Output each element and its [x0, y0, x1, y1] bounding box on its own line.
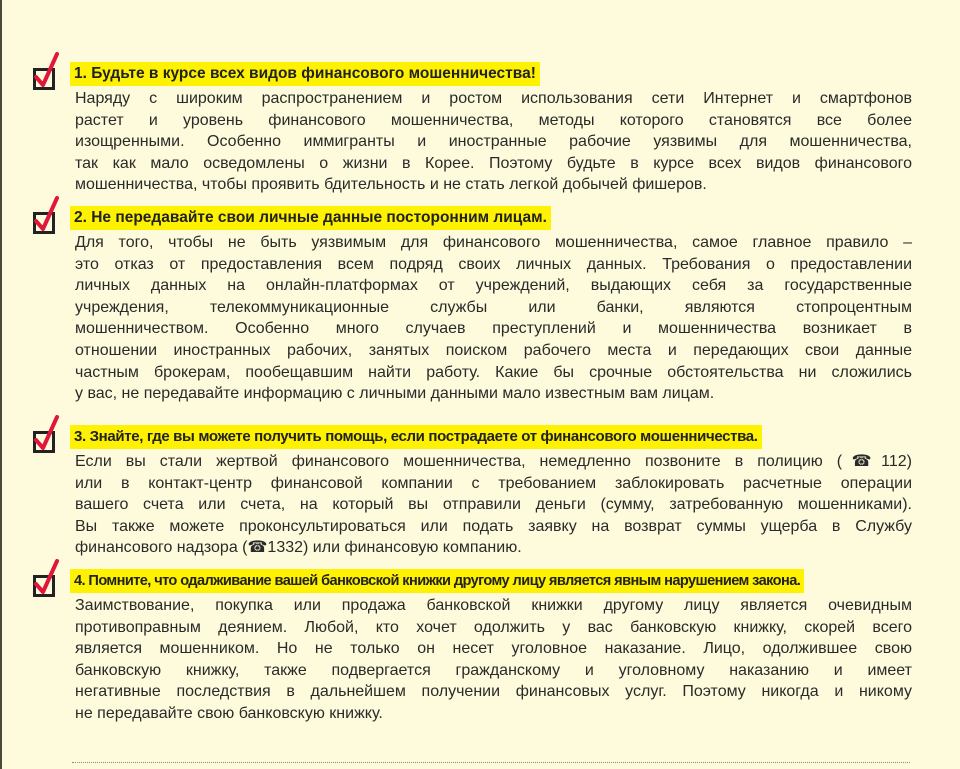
section-text — [75, 451, 912, 559]
text-line: частным брокерам, пообещавшим найти работу. Какие бы срочные обстоятельства ни сложились — [75, 363, 912, 381]
checkbox-checked-icon — [33, 212, 55, 234]
text-line: изощренными. Особенно иммигранты и иностранные рабочие уязвимы для мошенничества, — [75, 133, 912, 151]
checkbox-checked-icon — [33, 575, 55, 597]
text-line: мошенничества, чтобы проявить бдительность и не стать легкой добычей фишеров. — [75, 176, 707, 194]
dotted-divider — [72, 762, 910, 763]
text-line: у вас, не передавайте информацию с личными данными мало известным вам лицам. — [75, 385, 715, 403]
text-line: Наряду с широким распространением и ростом использования сети Интернет и смартфонов — [75, 90, 912, 107]
checkbox-checked-icon — [33, 431, 55, 453]
section-text — [75, 88, 912, 196]
text-line: банковскую книжку, также подвергается гражданскому и уголовному наказанию и имеет — [75, 661, 912, 679]
text-line: противоправным деянием. Любой, кто хочет одолжить у вас банковскую книжку, скорей всего — [75, 618, 912, 636]
text-line: мошенничеством. Особенно много случаев преступлений и мошенничества возникает в — [75, 320, 912, 338]
text-line: финансового надзора (☎1332) или финансовую компанию. — [75, 539, 522, 557]
text-line: или в контакт-центр финансовой компании с требованием заблокировать расчетные операции — [75, 474, 912, 492]
text-line: личных данных на онлайн-платформах от учреждений, выдающих себя за государственные — [75, 277, 912, 295]
text-line: отношении иностранных рабочих, занятых поиском рабочего места и передающих свои данные — [75, 341, 912, 359]
text-line: Вы также можете проконсультироваться или подать заявку на возврат суммы ущерба в Службу — [75, 517, 912, 535]
left-border — [0, 0, 2, 769]
text-line: вашего счета или счета, на который вы отправили деньги (сумму, затребованную мошенниками). — [75, 496, 912, 514]
text-line: негативные последствия в дальнейшем получении финансовых услуг. Поэтому никогда и никому — [75, 683, 912, 701]
section-heading: 3. Знайте, где вы можете получить помощь, если пострадаете от финансового мошенничества. — [70, 425, 762, 449]
text-line: не передавайте свою банковскую книжку. — [75, 704, 383, 722]
section-text — [75, 232, 912, 405]
text-line: Если вы стали жертвой финансового мошенничества, немедленно позвоните в полицию (☎112) — [75, 453, 912, 470]
section-text — [75, 595, 912, 725]
text-line: является мошенником. Но не только он несет уголовное наказание. Лицо, одолжившее свою — [75, 640, 912, 658]
checkbox-checked-icon — [33, 68, 55, 90]
section-heading: 1. Будьте в курсе всех видов финансового мошенничества! — [70, 62, 540, 86]
text-line: Заимствование, покупка или продажа банковской книжки другому лицу является очевидным — [75, 597, 912, 614]
text-line: учреждения, телекоммуникационные службы или банки, являются стопроцентным — [75, 298, 912, 316]
section-heading: 4. Помните, что одалживание вашей банковской книжки другому лицу является явным нарушением закона. — [70, 569, 804, 593]
text-line: это отказ от предоставления всем подряд своих личных данных. Требования о предоставлении — [75, 255, 912, 273]
section-heading: 2. Не передавайте свои личные данные посторонним лицам. — [70, 206, 551, 230]
text-line: Для того, чтобы не быть уязвимым для финансового мошенничества, самое главное правило – — [75, 234, 912, 251]
text-line: так как мало осведомлены о жизни в Корее. Поэтому будьте в курсе всех видов финансового — [75, 154, 912, 172]
text-line: растет и уровень финансового мошенничества, методы которого становятся все более — [75, 111, 912, 129]
